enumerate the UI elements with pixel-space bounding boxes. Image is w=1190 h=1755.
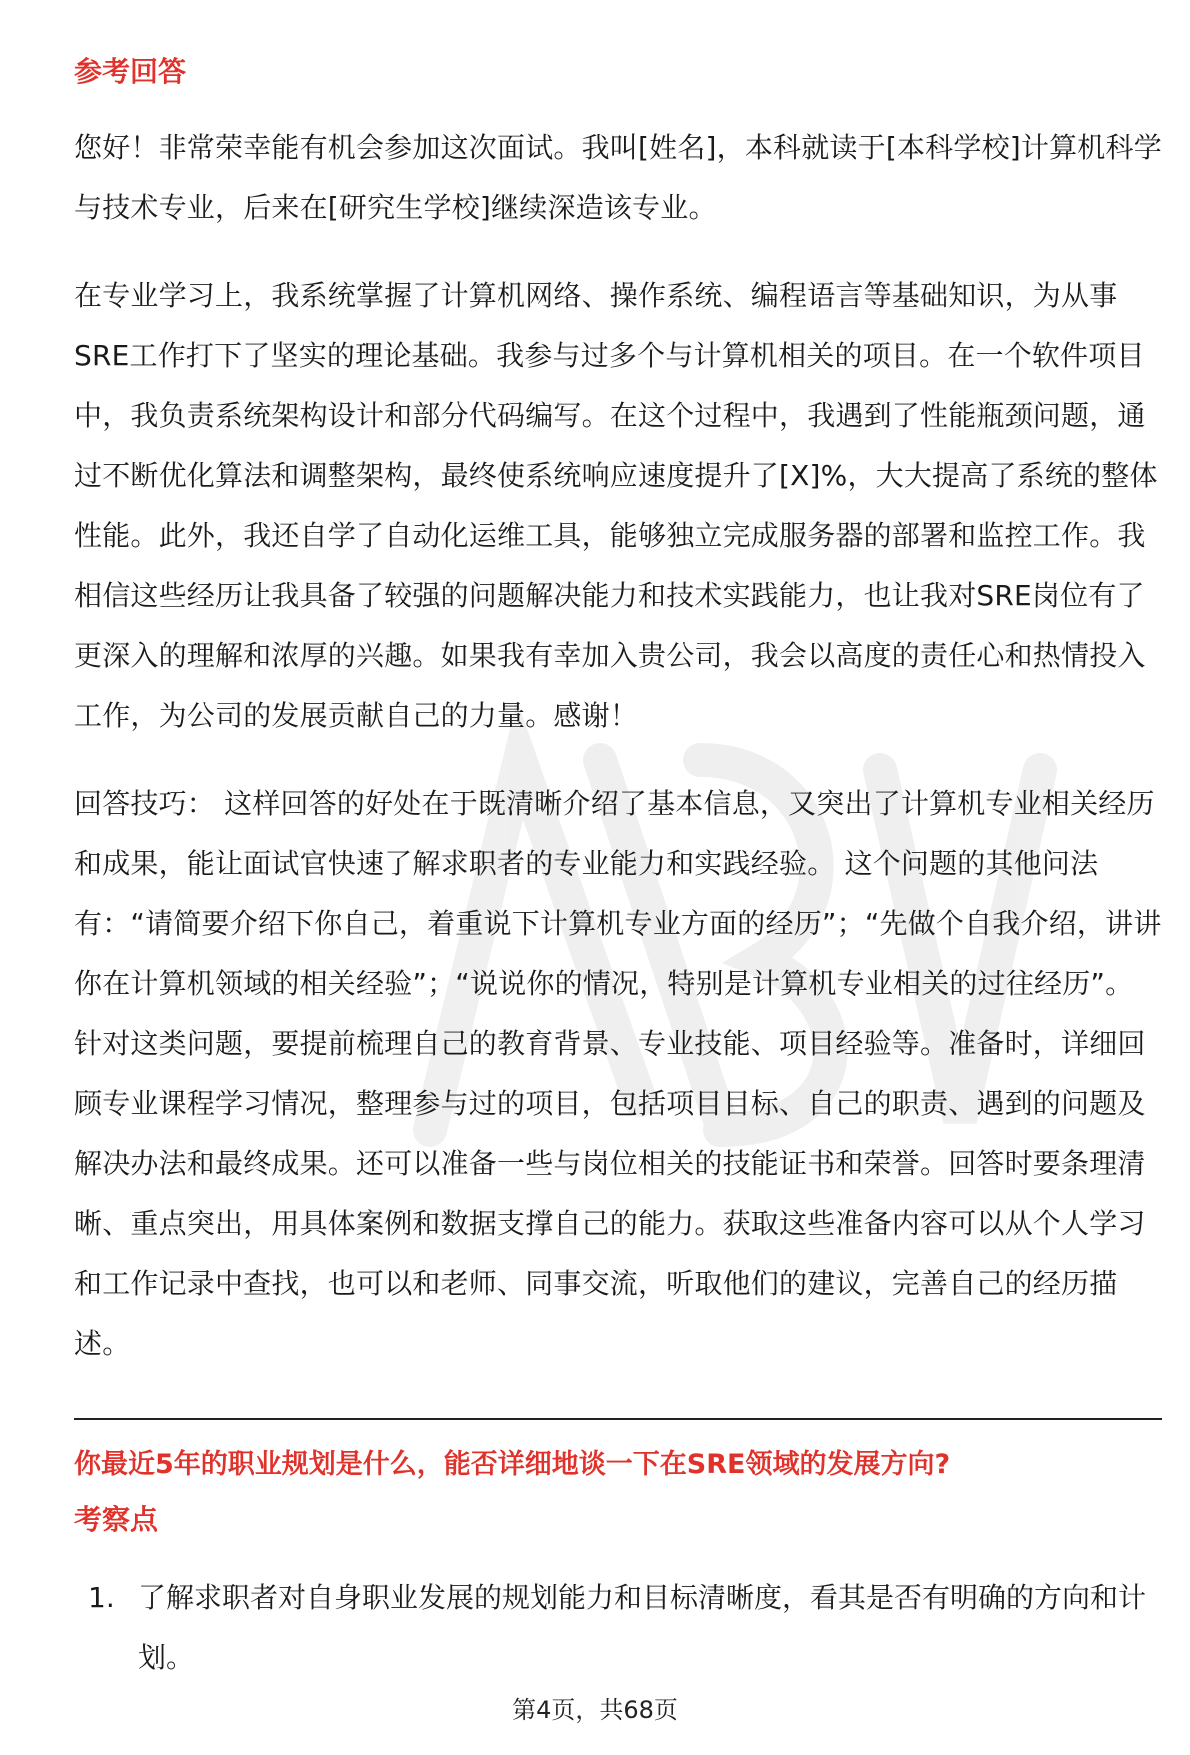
intro-paragraph: 您好！非常荣幸能有机会参加这次面试。我叫[姓名]，本科就读于[本科学校]计算机科学与技术专业，后来在[研究生学校]继续深造该专业。 bbox=[74, 131, 1162, 224]
list-item bbox=[74, 1568, 1164, 1688]
document-body bbox=[74, 42, 1164, 1688]
reference-answer-title: 参考回答 bbox=[74, 55, 187, 88]
list-item-text: 了解求职者对自身职业发展的规划能力和目标清晰度，看其是否有明确的方向和计划。 bbox=[138, 1581, 1147, 1674]
page-footer: 第4页，共68页 bbox=[512, 1696, 678, 1724]
study-paragraph: 在专业学习上，我系统掌握了计算机网络、操作系统、编程语言等基础知识，为从事SRE工作打下了坚实的理论基础。我参与过多个与计算机相关的项目。在一个软件项目中，我负责系统架构设计和部分代码编写。在这个过程中，我遇到了性能瓶颈问题，通过不断优化算法和调整架构，最终使系统响应速度提升了[X]%，大大提高了系统的整体性能。此外，我还自学了自动化运维工具，能够独立完成服务器的部署和监控工作。我相信这些经历让我具备了较强的问题解决能力和技术实践能力，也让我对SRE岗位有了更深入的理解和浓厚的兴趣。如果我有幸加入贵公司，我会以高度的责任心和热情投入工作，为公司的发展贡献自己的力量。感谢！ bbox=[74, 279, 1158, 732]
list-item-number: 1. bbox=[88, 1581, 115, 1614]
exam-points-list bbox=[74, 1568, 1164, 1688]
tips-paragraph: 回答技巧： 这样回答的好处在于既清晰介绍了基本信息，又突出了计算机专业相关经历和成果，能让面试官快速了解求职者的专业能力和实践经验。 这个问题的其他问法有：“请简要介绍下你自己，着重说下计算机专业方面的经历”；“先做个自我介绍，讲讲你在计算机领域的相关经验”；“说说你的情况，特别是计算机专业相关的过往经历”。 针对这类问题，要提前梳理自己的教育背景、专业技能、项目经验等。准备时，详细回顾专业课程学习情况，整理参与过的项目，包括项目目标、自己的职责、遇到的问题及解决办法和最终成果。还可以准备一些与岗位相关的技能证书和荣誉。回答时要条理清晰、重点突出，用具体案例和数据支撑自己的能力。获取这些准备内容可以从个人学习和工作记录中查找，也可以和老师、同事交流，听取他们的建议，完善自己的经历描述。 bbox=[74, 787, 1162, 1360]
section-divider bbox=[74, 1418, 1162, 1420]
next-question-title: 你最近5年的职业规划是什么，能否详细地谈一下在SRE领域的发展方向? bbox=[74, 1449, 951, 1480]
exam-points-title: 考察点 bbox=[74, 1503, 159, 1536]
